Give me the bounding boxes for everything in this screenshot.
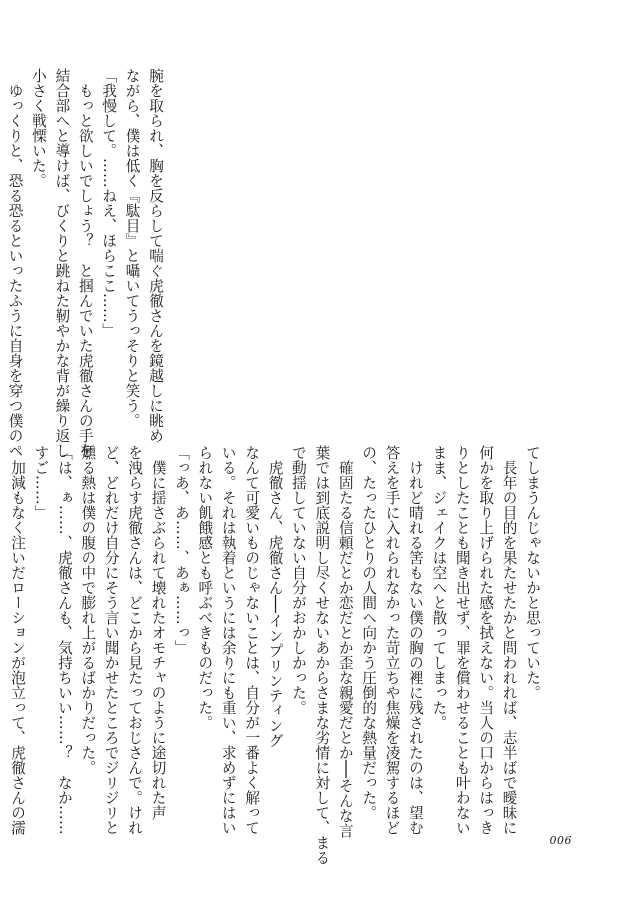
- text-line: ゆっくりと、恐る恐るといったふうに自身を穿つ僕のペ: [6, 68, 24, 458]
- text-line: ど、どれだけ自分にそう言い聞かせたところでジリジリと: [102, 445, 120, 835]
- text-line: ながら、僕は低く『駄目』と囁いてうっそりと笑う。: [123, 68, 141, 428]
- text-line: いる。それは執着というには余りにも重い、求めずにはい: [219, 445, 237, 835]
- text-line: 何かを取り上げられた感を拭えない。当人の口からはっき: [477, 445, 495, 835]
- text-line: 「っあ、あ……、あぁ……っ」: [172, 445, 190, 655]
- text-line: 葉では到底説明し尽くせないあからさまな劣情に対して、まる: [313, 445, 331, 865]
- text-line: りとしたことも聞き出せず、罪を償わせることも叶わない: [453, 445, 471, 835]
- text-line: [0, 68, 3, 438]
- text-line: 僕に揺さぶられて壊れたオモチャのように途切れた声: [149, 445, 167, 820]
- text-line: 答えを手に入れられなかった苛立ちや焦燥を凌駕するほど: [383, 445, 401, 835]
- text-line: 「我慢して。……ねえ、ほらここ……」: [100, 68, 118, 338]
- text-line: けれど晴れる筈もない僕の胸の裡に残されたのは、望む: [406, 445, 424, 835]
- text-line: すご……」: [32, 445, 50, 520]
- text-line: 小さく戦慄いた。: [29, 68, 47, 188]
- text-line: まま、ジェイクは空へと散ってしまった。: [430, 445, 448, 730]
- text-line: 虎徹さん、虎徹さん──インプリンティング: [266, 445, 284, 749]
- text-line: なんて可愛いものじゃないことは、自分が一番よく解って: [243, 445, 261, 835]
- text-line: 加減もなく注いだローションが泡立って、虎徹さんの濡: [9, 445, 27, 835]
- text-line: 腕を取られ、胸を反らして喘ぐ虎徹さんを鏡越しに眺め: [147, 68, 164, 443]
- text-line: 「は、ぁ……、虎徹さんも、気持ちいい……？ なか……: [55, 445, 73, 835]
- text-line: もっと欲しいでしょう？ と掴んでいた虎徹さんの手を: [76, 68, 94, 458]
- text-line: 結合部へと導けば、びくりと跳ねた靭やかな背が繰り返し: [53, 68, 71, 458]
- text-line: 確固たる信頼だとか恋だとか歪な親愛だとか──そんな言: [336, 445, 354, 839]
- text-line: られない飢餓感とも呼ぶべきものだった。: [196, 445, 214, 730]
- lower-text-block: [6, 445, 544, 865]
- text-line: で動揺していない自分がおかしかった。: [289, 445, 307, 715]
- text-line: 長年の目的を果たせたかと問われれば、志半ばで曖昧に: [500, 445, 518, 835]
- text-line: 燻る熱は僕の腹の中で膨れ上がるばかりだった。: [79, 445, 97, 775]
- upper-text-block: [0, 68, 167, 458]
- page-number: 006: [549, 834, 572, 847]
- text-line: てしまうんじゃないかと思っていた。: [524, 445, 541, 700]
- text-line: を洩らす虎徹さんは、どこから見たっておじさんで。けれ: [126, 445, 144, 835]
- text-line: の、たったひとりの人間へ向かう圧倒的な熱量だった。: [360, 445, 378, 820]
